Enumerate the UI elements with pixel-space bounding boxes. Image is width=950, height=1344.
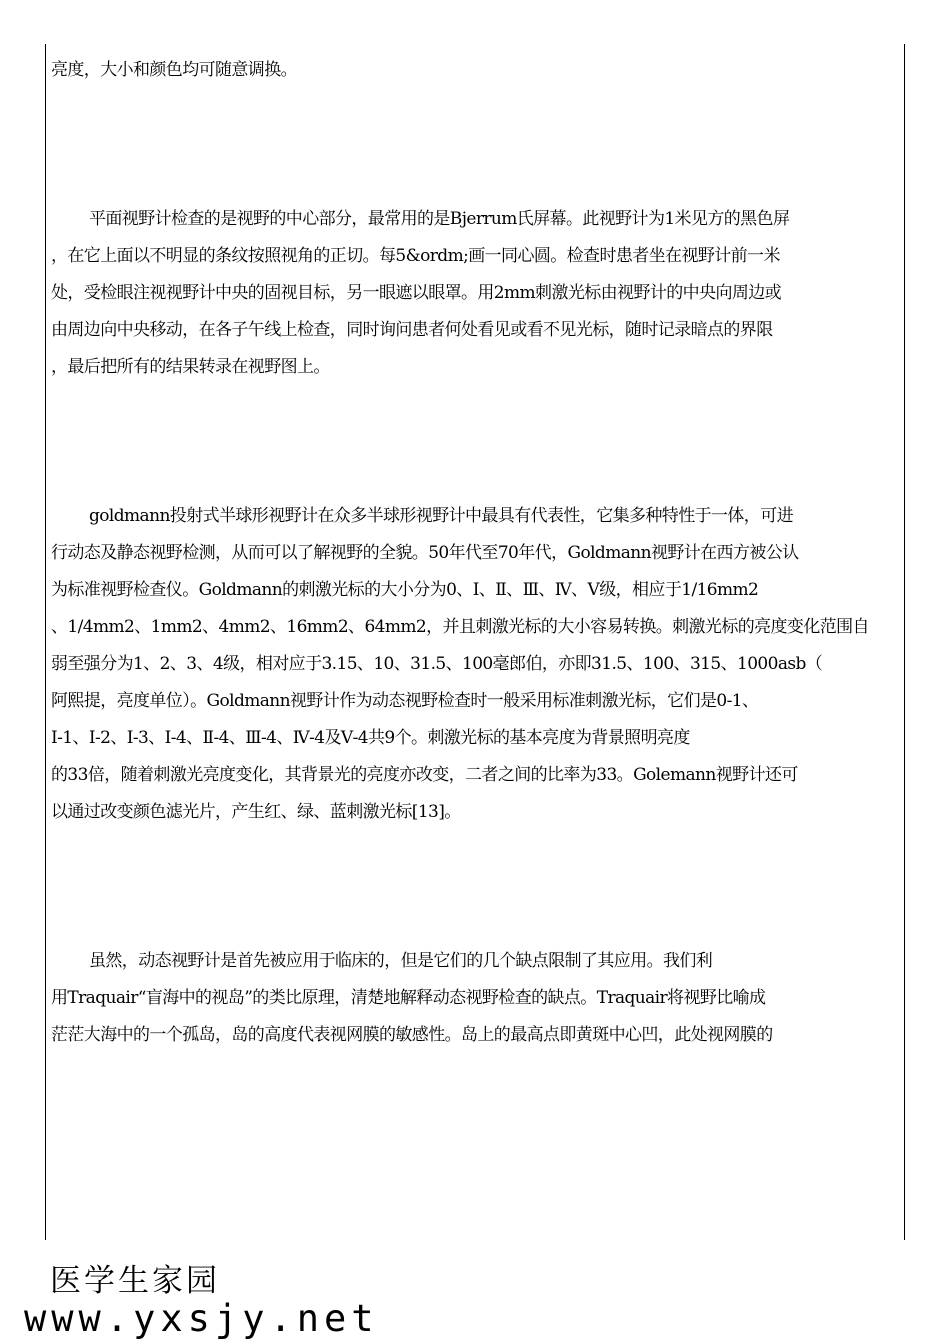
site-watermark xyxy=(24,1262,379,1340)
text-line: 为标准视野检查仪。Goldmann的刺激光标的大小分为0、Ⅰ、Ⅱ、Ⅲ、Ⅳ、Ⅴ级，相应于1/16mm2 xyxy=(51,580,759,600)
text-line: 由周边向中央移动，在各子午线上检查，同时询问患者何处看见或看不见光标，随时记录暗点的界限 xyxy=(51,320,773,340)
site-url: www.yxsjy.net xyxy=(24,1297,379,1340)
text-line: ，最后把所有的结果转录在视野图上。 xyxy=(51,357,330,377)
text-line: 虽然，动态视野计是首先被应用于临床的，但是它们的几个缺点限制了其应用。我们利 xyxy=(89,951,713,971)
text-line: ，在它上面以不明显的条纹按照视角的正切。每5&ordm;画一同心圆。检查时患者坐在视野计前一米 xyxy=(51,246,780,266)
site-name: 医学生家园 xyxy=(50,1263,220,1299)
page-border-left xyxy=(45,44,46,1240)
text-line: 的33倍，随着刺激光亮度变化，其背景光的亮度亦改变，二者之间的比率为33。Golemann视野计还可 xyxy=(51,765,798,785)
paragraph-4 xyxy=(51,943,897,1054)
page-border-right xyxy=(904,44,905,1240)
text-line: 弱至强分为1、2、3、4级，相对应于3.15、10、31.5、100毫郎伯，亦即31.5、100、315、1000asb（ xyxy=(51,654,823,674)
text-line: 茫茫大海中的一个孤岛，岛的高度代表视网膜的敏感性。岛上的最高点即黄斑中心凹，此处视网膜的 xyxy=(51,1025,773,1045)
text-line: goldmann投射式半球形视野计在众多半球形视野计中最具有代表性，它集多种特性于一体，可进 xyxy=(89,506,793,526)
text-line: 处，受检眼注视视野计中央的固视目标，另一眼遮以眼罩。用2mm刺激光标由视野计的中央向周边或 xyxy=(51,283,782,303)
paragraph-3 xyxy=(51,498,897,831)
text-line: 行动态及静态视野检测，从而可以了解视野的全貌。50年代至70年代，Goldmann视野计在西方被公认 xyxy=(51,543,799,563)
text-line: 平面视野计检查的是视野的中心部分，最常用的是Bjerrum氏屏幕。此视野计为1米见方的黑色屏 xyxy=(89,209,790,229)
text-line: Ⅰ-1、Ⅰ-2、Ⅰ-3、Ⅰ-4、Ⅱ-4、Ⅲ-4、Ⅳ-4及Ⅴ-4共9个。刺激光标的基本亮度为背景照明亮度 xyxy=(51,728,690,748)
text-line: 以通过改变颜色滤光片，产生红、绿、蓝刺激光标[13]。 xyxy=(51,802,461,822)
text-line: 亮度，大小和颜色均可随意调换。 xyxy=(51,60,297,80)
text-line: 用Traquair“盲海中的视岛”的类比原理，清楚地解释动态视野检查的缺点。Traquair将视野比喻成 xyxy=(51,988,766,1008)
text-line: 阿熙提，亮度单位）。Goldmann视野计作为动态视野检查时一般采用标准刺激光标，它们是0-1、 xyxy=(51,691,759,711)
text-line: 、1/4mm2、1mm2、4mm2、16mm2、64mm2，并且刺激光标的大小容易转换。刺激光标的亮度变化范围自 xyxy=(51,617,869,637)
document-body xyxy=(51,52,897,1054)
paragraph-2 xyxy=(51,201,897,386)
paragraph-1 xyxy=(51,52,897,89)
